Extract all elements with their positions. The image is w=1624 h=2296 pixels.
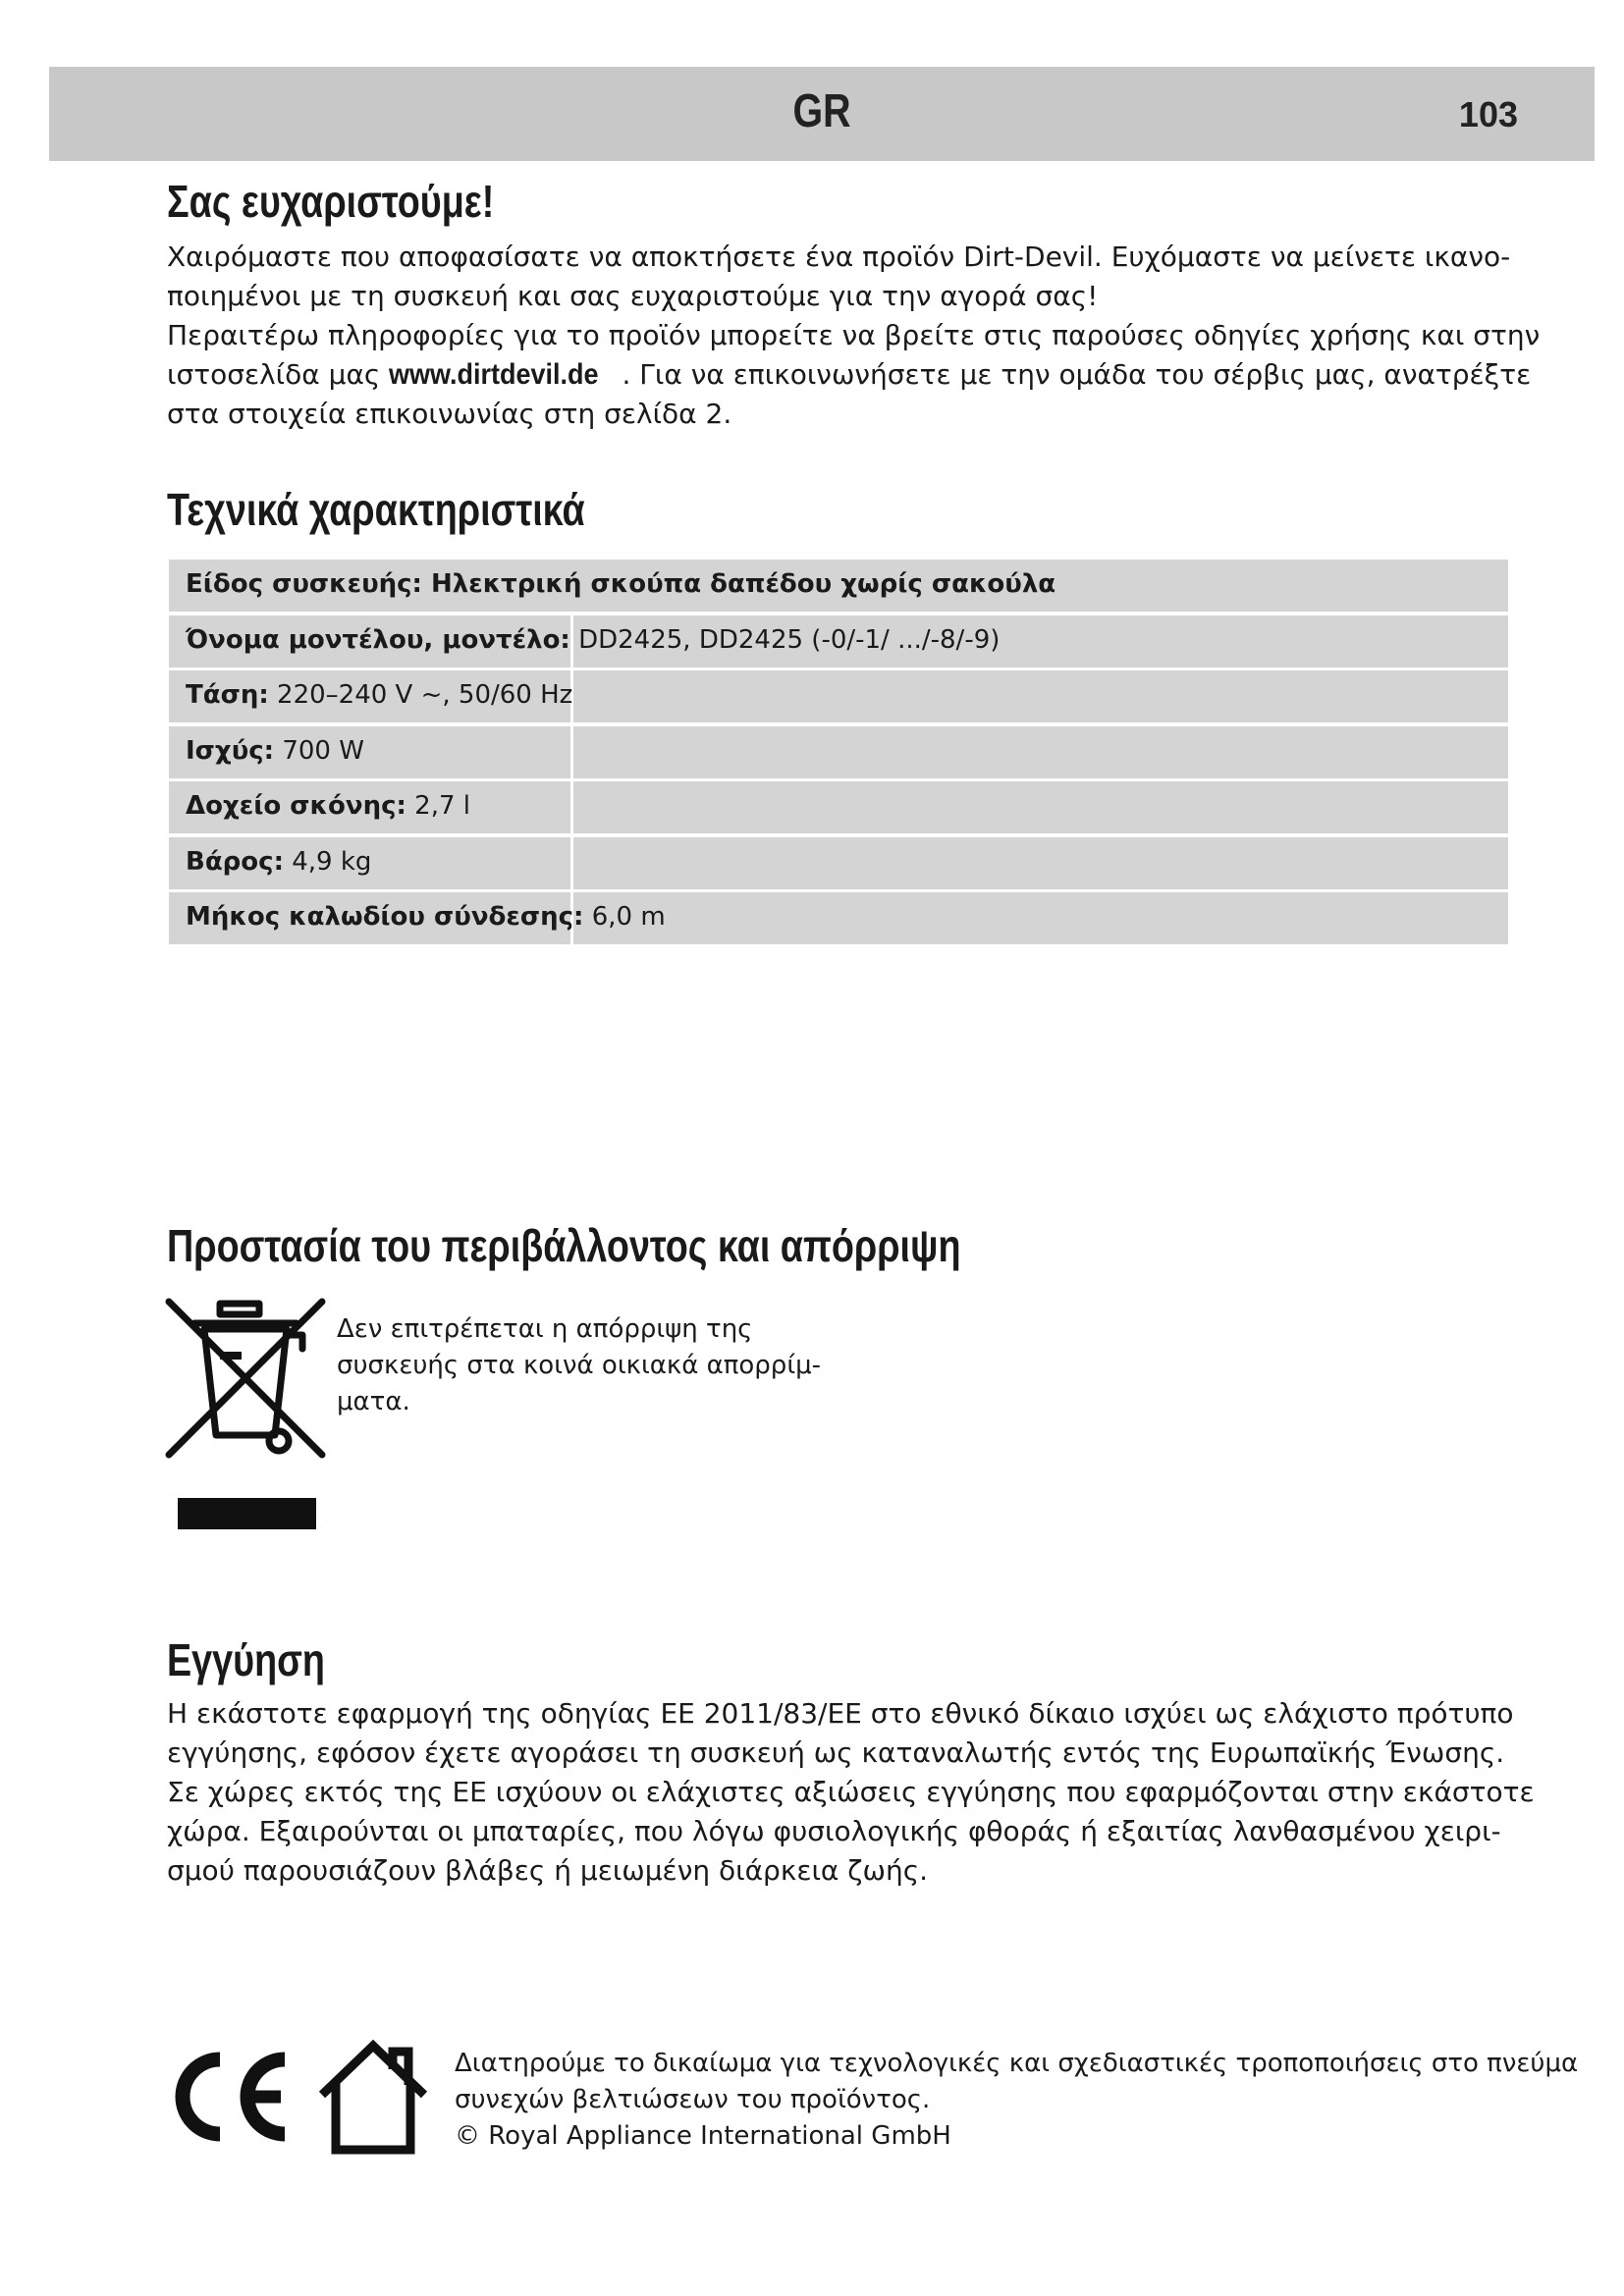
- spec-value: 6,0 m: [583, 902, 666, 932]
- spec-row: [169, 837, 1508, 889]
- disposal-line-3: ματα.: [337, 1387, 410, 1416]
- spec-row: [169, 670, 1508, 722]
- thanks-line-5: στα στοιχεία επικοινωνίας στη σελίδα 2.: [167, 398, 732, 430]
- footer-line-1: Διατηρούμε το δικαίωμα για τεχνολογικές και σχεδιαστικές τροποποιήσεις στο πνεύμα: [455, 2049, 1579, 2078]
- thanks-line-4-end: . Για να επικοινωνήσετε με την ομάδα του σέρβις μας, ανατρέξτε: [622, 358, 1532, 391]
- thanks-heading: Σας ευχαριστούμε!: [167, 176, 495, 227]
- page-header-bar: [49, 67, 1595, 161]
- specs-heading: Τεχνικά χαρακτηριστικά: [167, 484, 585, 535]
- spec-value: 700 W: [274, 735, 364, 766]
- warranty-line-5: σμού παρουσιάζουν βλάβες ή μειωμένη διάρκεια ζωής.: [167, 1854, 929, 1887]
- warranty-line-2: εγγύησης, εφόσον έχετε αγοράσει τη συσκευή ως καταναλωτής εντός της Ευρωπαϊκής Ένωσης.: [167, 1736, 1505, 1769]
- thanks-line-1: Χαιρόμαστε που αποφασίσατε να αποκτήσετε ένα προϊόν Dirt-Devil. Ευχόμαστε να μείνετε ικανο-: [167, 240, 1511, 273]
- language-code: GR: [792, 85, 851, 137]
- ce-mark-icon: [165, 2046, 295, 2148]
- warranty-line-4: χώρα. Εξαιρούνται οι μπαταρίες, που λόγω φυσιολογικής φθοράς ή εξαιτίας λανθασμένου χειρι-: [167, 1815, 1501, 1847]
- website-link[interactable]: www.dirtdevil.de: [389, 358, 599, 391]
- spec-label: Μήκος καλωδίου σύνδεσης:: [186, 902, 584, 932]
- environment-heading: Προστασία του περιβάλλοντος και απόρριψη: [167, 1220, 961, 1271]
- thanks-line-2: ποιημένοι με τη συσκευή και σας ευχαριστούμε για την αγορά σας!: [167, 280, 1099, 312]
- spec-label: Είδος συσκευής: Ηλεκτρική σκούπα δαπέδου χωρίς σακούλα: [186, 569, 1056, 599]
- warranty-line-3: Σε χώρες εκτός της ΕΕ ισχύουν οι ελάχιστες αξιώσεις εγγύησης που εφαρμόζονται στην εκάστοτε: [167, 1776, 1535, 1808]
- warranty-line-1: Η εκάστοτε εφαρμογή της οδηγίας ΕΕ 2011/83/ΕΕ στο εθνικό δίκαιο ισχύει ως ελάχιστο πρότυπο: [167, 1697, 1514, 1730]
- spec-row: [169, 781, 1508, 833]
- disposal-note: [337, 1311, 821, 1420]
- spec-row: [169, 615, 1508, 667]
- thanks-line-3: Περαιτέρω πληροφορίες για το προϊόν μπορείτε να βρείτε στις παρούσες οδηγίες χρήσης και στην: [167, 319, 1541, 351]
- spec-value: DD2425, DD2425 (-0/-1/ .../-8/-9): [569, 624, 1001, 655]
- footer-line-2: συνεχών βελτιώσεων του προϊόντος.: [455, 2085, 931, 2114]
- spec-value: 2,7 l: [406, 791, 470, 821]
- thanks-line-4: [167, 355, 1532, 395]
- thanks-paragraph: [167, 238, 1541, 434]
- spec-value: 4,9 kg: [283, 846, 372, 877]
- spec-label: Τάση:: [186, 680, 269, 710]
- spec-label: Ισχύς:: [186, 735, 275, 766]
- page-number: 103: [1458, 94, 1518, 134]
- warranty-paragraph: [167, 1694, 1535, 1891]
- thanks-line-4-start: ιστοσελίδα μας: [167, 358, 390, 391]
- spec-label: Βάρος:: [186, 846, 284, 877]
- weee-bar-mark: [178, 1498, 316, 1529]
- weee-crossed-bin-icon: [165, 1298, 330, 1463]
- spec-row: [169, 560, 1508, 612]
- disposal-line-2: συσκευής στα κοινά οικιακά απορρίμ-: [337, 1351, 822, 1380]
- disposal-line-1: Δεν επιτρέπεται η απόρριψη της: [337, 1314, 753, 1344]
- warranty-heading: Εγγύηση: [167, 1634, 325, 1685]
- indoor-use-house-icon: [316, 2038, 430, 2156]
- copyright-text: © Royal Appliance International GmbH: [455, 2121, 951, 2151]
- spec-row: [169, 726, 1508, 778]
- spec-value: 220–240 V ~, 50/60 Hz: [268, 680, 573, 710]
- specs-table: [169, 560, 1508, 948]
- spec-row: [169, 892, 1508, 944]
- footer-note: [455, 2046, 1578, 2155]
- spec-label: Δοχείο σκόνης:: [186, 791, 406, 821]
- spec-label: Όνομα μοντέλου, μοντέλο:: [186, 624, 570, 655]
